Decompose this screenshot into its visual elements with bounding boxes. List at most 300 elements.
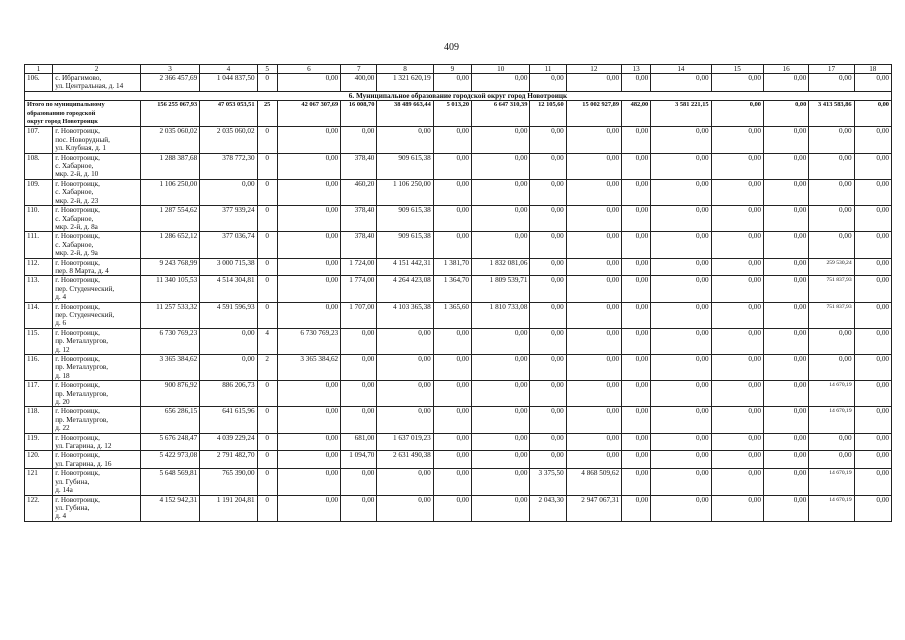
cell-col-11: 2 043,30 xyxy=(530,495,566,521)
column-header: 5 xyxy=(257,65,277,74)
address-line: г. Новотроицк, xyxy=(55,302,100,311)
section-title: 6. Муниципальное образование городской округ город Новотроицк xyxy=(25,91,892,100)
column-header: 13 xyxy=(622,65,651,74)
cell-col-16: 0,00 xyxy=(763,355,808,381)
row-number: 110. xyxy=(25,206,53,232)
cell-col-18: 0,00 xyxy=(854,127,891,153)
address-line: пр. Металлургов, xyxy=(55,363,109,372)
address-line: д. 18 xyxy=(55,371,70,380)
row-number: 118. xyxy=(25,407,53,433)
cell-col-5: 0 xyxy=(257,381,277,407)
cell-col-11: 0,00 xyxy=(530,451,566,469)
row-address xyxy=(53,451,141,469)
cell-col-6: 0,00 xyxy=(277,381,340,407)
cell-col-4: 765 390,00 xyxy=(200,469,257,495)
cell-col-6: 0,00 xyxy=(277,276,340,302)
address-line: ул. Губина, xyxy=(55,477,90,486)
cell-col-14: 0,00 xyxy=(651,127,711,153)
row-address xyxy=(53,328,141,354)
cell-col-10: 0,00 xyxy=(472,469,530,495)
row-number: 106. xyxy=(25,74,53,92)
cell-col-11: 0,00 xyxy=(530,328,566,354)
cell-col-13: 0,00 xyxy=(622,232,651,258)
cell-col-6: 0,00 xyxy=(277,469,340,495)
cell-col-5: 0 xyxy=(257,469,277,495)
cell-col-17: 0,00 xyxy=(809,153,854,179)
cell-col-12: 0,00 xyxy=(566,232,621,258)
column-header: 4 xyxy=(200,65,257,74)
cell-col-15: 0,00 xyxy=(711,302,763,328)
cell-col-12: 0,00 xyxy=(566,179,621,205)
address-line: д. 6 xyxy=(55,319,67,328)
cell-col-4: 378 772,30 xyxy=(200,153,257,179)
cell-col-18: 0,00 xyxy=(854,495,891,521)
cell-col-5: 25 xyxy=(257,101,277,127)
cell-col-13: 0,00 xyxy=(622,179,651,205)
cell-col-14: 0,00 xyxy=(651,206,711,232)
cell-col-15: 0,00 xyxy=(711,451,763,469)
cell-col-7: 1 094,70 xyxy=(341,451,377,469)
cell-col-3: 5 648 569,81 xyxy=(140,469,199,495)
cell-col-7: 0,00 xyxy=(341,127,377,153)
cell-col-9: 0,00 xyxy=(433,232,471,258)
cell-col-4: 1 044 837,50 xyxy=(200,74,257,92)
address-line: ул. Центральная, д. 14 xyxy=(55,82,124,91)
row-number: 108. xyxy=(25,153,53,179)
cell-col-6: 0,00 xyxy=(277,433,340,451)
table-row xyxy=(25,433,892,451)
row-address xyxy=(53,127,141,153)
cell-col-9: 0,00 xyxy=(433,74,471,92)
cell-col-11: 0,00 xyxy=(530,232,566,258)
address-line: с. Хабарное, xyxy=(55,240,94,249)
cell-col-7: 1 724,00 xyxy=(341,258,377,276)
cell-col-4: 2 791 482,70 xyxy=(200,451,257,469)
row-address xyxy=(53,355,141,381)
cell-col-18: 0,00 xyxy=(854,179,891,205)
row-number: 122. xyxy=(25,495,53,521)
cell-col-7: 460,20 xyxy=(341,179,377,205)
address-line: пер. 8 Марта, д. 4 xyxy=(55,266,109,275)
row-address xyxy=(53,206,141,232)
cell-col-6: 0,00 xyxy=(277,302,340,328)
cell-col-12: 4 868 509,62 xyxy=(566,469,621,495)
cell-col-12: 0,00 xyxy=(566,451,621,469)
cell-col-17: 14 670,19 xyxy=(809,469,854,495)
cell-col-18: 0,00 xyxy=(854,232,891,258)
cell-col-17: 0,00 xyxy=(809,179,854,205)
table-row xyxy=(25,328,892,354)
cell-col-15: 0,00 xyxy=(711,206,763,232)
cell-col-10: 0,00 xyxy=(472,328,530,354)
cell-col-6: 0,00 xyxy=(277,153,340,179)
cell-col-14: 0,00 xyxy=(651,407,711,433)
cell-col-9: 5 013,20 xyxy=(433,101,471,127)
address-line: ул. Клубная, д. 1 xyxy=(55,144,106,153)
cell-col-17: 3 413 583,86 xyxy=(809,101,854,127)
cell-col-17: 0,00 xyxy=(809,74,854,92)
cell-col-3: 11 257 533,32 xyxy=(140,302,199,328)
cell-col-18: 0,00 xyxy=(854,153,891,179)
cell-col-11: 0,00 xyxy=(530,302,566,328)
address-line: г. Новотроицк, xyxy=(55,451,100,460)
cell-col-12: 15 002 927,89 xyxy=(566,101,621,127)
cell-col-8: 0,00 xyxy=(377,127,433,153)
address-line: г. Новотроицк, xyxy=(55,206,100,215)
cell-col-4: 377 036,74 xyxy=(200,232,257,258)
cell-col-13: 0,00 xyxy=(622,74,651,92)
cell-col-16: 0,00 xyxy=(763,258,808,276)
column-header: 2 xyxy=(53,65,141,74)
cell-col-6: 0,00 xyxy=(277,451,340,469)
cell-col-12: 0,00 xyxy=(566,206,621,232)
cell-col-11: 3 375,50 xyxy=(530,469,566,495)
cell-col-5: 4 xyxy=(257,328,277,354)
cell-col-4: 1 191 204,81 xyxy=(200,495,257,521)
cell-col-5: 0 xyxy=(257,407,277,433)
address-line: ул. Гагарина, д. 16 xyxy=(55,459,112,468)
column-header: 15 xyxy=(711,65,763,74)
cell-col-12: 0,00 xyxy=(566,153,621,179)
cell-col-5: 0 xyxy=(257,74,277,92)
address-line: ул. Губина, xyxy=(55,503,90,512)
column-header: 16 xyxy=(763,65,808,74)
row-number: 116. xyxy=(25,355,53,381)
address-line: пр. Металлургов, xyxy=(55,389,109,398)
column-header: 18 xyxy=(854,65,891,74)
address-line: пр. Металлургов, xyxy=(55,337,109,346)
row-number: 120. xyxy=(25,451,53,469)
cell-col-13: 482,00 xyxy=(622,101,651,127)
cell-col-4: 886 206,73 xyxy=(200,381,257,407)
cell-col-16: 0,00 xyxy=(763,74,808,92)
row-number: 121 xyxy=(25,469,53,495)
cell-col-3: 5 676 248,47 xyxy=(140,433,199,451)
cell-col-14: 0,00 xyxy=(651,302,711,328)
cell-col-10: 0,00 xyxy=(472,232,530,258)
cell-col-4: 0,00 xyxy=(200,179,257,205)
cell-col-16: 0,00 xyxy=(763,451,808,469)
table-row xyxy=(25,276,892,302)
cell-col-3: 1 287 554,62 xyxy=(140,206,199,232)
address-line: г. Новотроицк, xyxy=(55,469,100,478)
cell-col-5: 0 xyxy=(257,127,277,153)
cell-col-9: 0,00 xyxy=(433,179,471,205)
cell-col-8: 4 103 365,38 xyxy=(377,302,433,328)
cell-col-8: 4 264 423,08 xyxy=(377,276,433,302)
cell-col-4: 4 514 304,81 xyxy=(200,276,257,302)
column-header: 11 xyxy=(530,65,566,74)
address-line: г. Новотроицк, xyxy=(55,407,100,416)
cell-col-18: 0,00 xyxy=(854,328,891,354)
cell-col-15: 0,00 xyxy=(711,495,763,521)
cell-col-17: 0,00 xyxy=(809,328,854,354)
row-number: 113. xyxy=(25,276,53,302)
cell-col-11: 0,00 xyxy=(530,258,566,276)
cell-col-15: 0,00 xyxy=(711,433,763,451)
column-header: 6 xyxy=(277,65,340,74)
row-address xyxy=(53,74,141,92)
cell-col-3: 156 255 067,93 xyxy=(140,101,199,127)
address-line: с. Хабарное, xyxy=(55,214,94,223)
cell-col-4: 47 053 053,51 xyxy=(200,101,257,127)
cell-col-3: 1 288 387,68 xyxy=(140,153,199,179)
cell-col-12: 0,00 xyxy=(566,127,621,153)
cell-col-11: 0,00 xyxy=(530,127,566,153)
column-header: 14 xyxy=(651,65,711,74)
cell-col-3: 656 286,15 xyxy=(140,407,199,433)
cell-col-17: 751 837,93 xyxy=(809,276,854,302)
cell-col-14: 0,00 xyxy=(651,74,711,92)
cell-col-7: 378,40 xyxy=(341,232,377,258)
row-address xyxy=(53,495,141,521)
cell-col-9: 0,00 xyxy=(433,328,471,354)
cell-col-15: 0,00 xyxy=(711,258,763,276)
cell-col-17: 14 670,19 xyxy=(809,381,854,407)
cell-col-5: 0 xyxy=(257,433,277,451)
cell-col-10: 0,00 xyxy=(472,433,530,451)
cell-col-6: 0,00 xyxy=(277,232,340,258)
cell-col-11: 0,00 xyxy=(530,433,566,451)
address-line: мкр. 2-й, д. 10 xyxy=(55,170,99,179)
cell-col-12: 0,00 xyxy=(566,276,621,302)
cell-col-8: 4 151 442,31 xyxy=(377,258,433,276)
cell-col-16: 0,00 xyxy=(763,407,808,433)
address-line: д. 20 xyxy=(55,398,70,407)
cell-col-15: 0,00 xyxy=(711,381,763,407)
cell-col-14: 0,00 xyxy=(651,232,711,258)
cell-col-11: 0,00 xyxy=(530,179,566,205)
row-number: 111. xyxy=(25,232,53,258)
cell-col-3: 6 730 769,23 xyxy=(140,328,199,354)
cell-col-8: 1 321 620,19 xyxy=(377,74,433,92)
table-row xyxy=(25,451,892,469)
table-row xyxy=(25,74,892,92)
page-number: 409 xyxy=(444,42,459,53)
row-address xyxy=(53,258,141,276)
column-header: 17 xyxy=(809,65,854,74)
cell-col-17: 0,00 xyxy=(809,232,854,258)
cell-col-12: 0,00 xyxy=(566,381,621,407)
cell-col-9: 0,00 xyxy=(433,355,471,381)
cell-col-9: 0,00 xyxy=(433,127,471,153)
cell-col-14: 0,00 xyxy=(651,469,711,495)
cell-col-15: 0,00 xyxy=(711,328,763,354)
header-row xyxy=(25,65,892,74)
cell-col-18: 0,00 xyxy=(854,407,891,433)
cell-col-18: 0,00 xyxy=(854,469,891,495)
table-row xyxy=(25,355,892,381)
cell-col-17: 0,00 xyxy=(809,127,854,153)
cell-col-6: 0,00 xyxy=(277,495,340,521)
cell-col-11: 12 105,60 xyxy=(530,101,566,127)
cell-col-6: 3 365 384,62 xyxy=(277,355,340,381)
row-number: 107. xyxy=(25,127,53,153)
cell-col-5: 0 xyxy=(257,258,277,276)
column-header: 10 xyxy=(472,65,530,74)
cell-col-16: 0,00 xyxy=(763,495,808,521)
cell-col-16: 0,00 xyxy=(763,153,808,179)
address-line: мкр. 2-й, д. 8а xyxy=(55,222,98,231)
row-number: 109. xyxy=(25,179,53,205)
cell-col-3: 3 365 384,62 xyxy=(140,355,199,381)
cell-col-10: 0,00 xyxy=(472,355,530,381)
cell-col-9: 0,00 xyxy=(433,153,471,179)
cell-col-18: 0,00 xyxy=(854,101,891,127)
address-line: ул. Гагарина, д. 12 xyxy=(55,442,112,451)
cell-col-18: 0,00 xyxy=(854,355,891,381)
cell-col-16: 0,00 xyxy=(763,232,808,258)
cell-col-14: 0,00 xyxy=(651,258,711,276)
row-address xyxy=(53,433,141,451)
total-label xyxy=(25,101,141,127)
cell-col-18: 0,00 xyxy=(854,302,891,328)
table-row xyxy=(25,232,892,258)
cell-col-12: 0,00 xyxy=(566,258,621,276)
cell-col-15: 0,00 xyxy=(711,469,763,495)
cell-col-8: 0,00 xyxy=(377,495,433,521)
cell-col-16: 0,00 xyxy=(763,433,808,451)
cell-col-3: 4 152 942,31 xyxy=(140,495,199,521)
cell-col-9: 0,00 xyxy=(433,381,471,407)
column-header: 1 xyxy=(25,65,53,74)
column-header: 7 xyxy=(341,65,377,74)
cell-col-5: 0 xyxy=(257,451,277,469)
cell-col-3: 900 876,92 xyxy=(140,381,199,407)
cell-col-16: 0,00 xyxy=(763,469,808,495)
cell-col-14: 0,00 xyxy=(651,328,711,354)
cell-col-14: 0,00 xyxy=(651,495,711,521)
address-line: г. Новотроицк, xyxy=(55,495,100,504)
address-line: д. 12 xyxy=(55,345,70,354)
cell-col-18: 0,00 xyxy=(854,433,891,451)
table-row xyxy=(25,206,892,232)
address-line: д. 4 xyxy=(55,512,67,521)
cell-col-9: 0,00 xyxy=(433,469,471,495)
row-address xyxy=(53,179,141,205)
total-label-line: округ город Новотроицк xyxy=(27,118,98,126)
cell-col-8: 909 615,38 xyxy=(377,232,433,258)
address-line: г. Новотроицк, xyxy=(55,276,100,285)
cell-col-3: 1 106 250,00 xyxy=(140,179,199,205)
address-line: пос. Новорудный, xyxy=(55,135,110,144)
cell-col-18: 0,00 xyxy=(854,451,891,469)
cell-col-18: 0,00 xyxy=(854,276,891,302)
cell-col-10: 0,00 xyxy=(472,407,530,433)
row-number: 117. xyxy=(25,381,53,407)
cell-col-9: 1 365,60 xyxy=(433,302,471,328)
cell-col-10: 1 832 081,06 xyxy=(472,258,530,276)
row-address xyxy=(53,276,141,302)
cell-col-5: 0 xyxy=(257,302,277,328)
cell-col-18: 0,00 xyxy=(854,258,891,276)
table-row xyxy=(25,127,892,153)
cell-col-7: 0,00 xyxy=(341,381,377,407)
cell-col-9: 0,00 xyxy=(433,433,471,451)
cell-col-17: 14 670,19 xyxy=(809,407,854,433)
cell-col-17: 259 530,24 xyxy=(809,258,854,276)
cell-col-3: 1 286 652,12 xyxy=(140,232,199,258)
address-line: г. Новотроицк, xyxy=(55,433,100,442)
cell-col-6: 0,00 xyxy=(277,74,340,92)
table-row xyxy=(25,153,892,179)
cell-col-6: 0,00 xyxy=(277,258,340,276)
cell-col-7: 0,00 xyxy=(341,407,377,433)
table-row xyxy=(25,381,892,407)
cell-col-10: 1 810 733,08 xyxy=(472,302,530,328)
cell-col-7: 16 008,70 xyxy=(341,101,377,127)
total-label-line: Итого по муниципальному xyxy=(27,101,105,109)
cell-col-14: 0,00 xyxy=(651,433,711,451)
cell-col-4: 377 939,24 xyxy=(200,206,257,232)
cell-col-16: 0,00 xyxy=(763,179,808,205)
address-line: д. 22 xyxy=(55,424,70,433)
cell-col-10: 0,00 xyxy=(472,381,530,407)
section-row xyxy=(25,91,892,100)
cell-col-15: 0,00 xyxy=(711,232,763,258)
cell-col-5: 0 xyxy=(257,206,277,232)
cell-col-13: 0,00 xyxy=(622,355,651,381)
cell-col-8: 38 489 663,44 xyxy=(377,101,433,127)
row-address xyxy=(53,153,141,179)
cell-col-13: 0,00 xyxy=(622,469,651,495)
cell-col-13: 0,00 xyxy=(622,381,651,407)
cell-col-7: 400,00 xyxy=(341,74,377,92)
cell-col-10: 1 809 539,71 xyxy=(472,276,530,302)
address-line: г. Новотроицк, xyxy=(55,179,100,188)
cell-col-3: 2 035 060,02 xyxy=(140,127,199,153)
address-line: пр. Металлургов, xyxy=(55,415,109,424)
total-row xyxy=(25,101,892,127)
cell-col-13: 0,00 xyxy=(622,407,651,433)
cell-col-4: 641 615,96 xyxy=(200,407,257,433)
table-row xyxy=(25,258,892,276)
cell-col-17: 0,00 xyxy=(809,355,854,381)
cell-col-18: 0,00 xyxy=(854,206,891,232)
cell-col-16: 0,00 xyxy=(763,127,808,153)
cell-col-16: 0,00 xyxy=(763,206,808,232)
cell-col-8: 909 615,38 xyxy=(377,153,433,179)
cell-col-13: 0,00 xyxy=(622,495,651,521)
cell-col-15: 0,00 xyxy=(711,179,763,205)
cell-col-13: 0,00 xyxy=(622,276,651,302)
cell-col-8: 2 631 490,38 xyxy=(377,451,433,469)
cell-col-11: 0,00 xyxy=(530,276,566,302)
cell-col-13: 0,00 xyxy=(622,433,651,451)
cell-col-7: 378,40 xyxy=(341,153,377,179)
row-address xyxy=(53,469,141,495)
column-header: 3 xyxy=(140,65,199,74)
cell-col-6: 0,00 xyxy=(277,206,340,232)
address-line: мкр. 2-й, д. 23 xyxy=(55,196,99,205)
address-line: с. Ибрагимово, xyxy=(55,74,102,82)
cell-col-4: 2 035 060,02 xyxy=(200,127,257,153)
cell-col-13: 0,00 xyxy=(622,451,651,469)
cell-col-12: 0,00 xyxy=(566,407,621,433)
row-number: 112. xyxy=(25,258,53,276)
cell-col-17: 751 837,93 xyxy=(809,302,854,328)
address-line: г. Новотроицк, xyxy=(55,153,100,162)
cell-col-10: 0,00 xyxy=(472,153,530,179)
cell-col-15: 0,00 xyxy=(711,153,763,179)
cell-col-16: 0,00 xyxy=(763,381,808,407)
column-header: 9 xyxy=(433,65,471,74)
cell-col-6: 42 067 307,69 xyxy=(277,101,340,127)
cell-col-12: 2 947 067,31 xyxy=(566,495,621,521)
cell-col-17: 0,00 xyxy=(809,206,854,232)
cell-col-7: 1 707,00 xyxy=(341,302,377,328)
cell-col-7: 0,00 xyxy=(341,495,377,521)
